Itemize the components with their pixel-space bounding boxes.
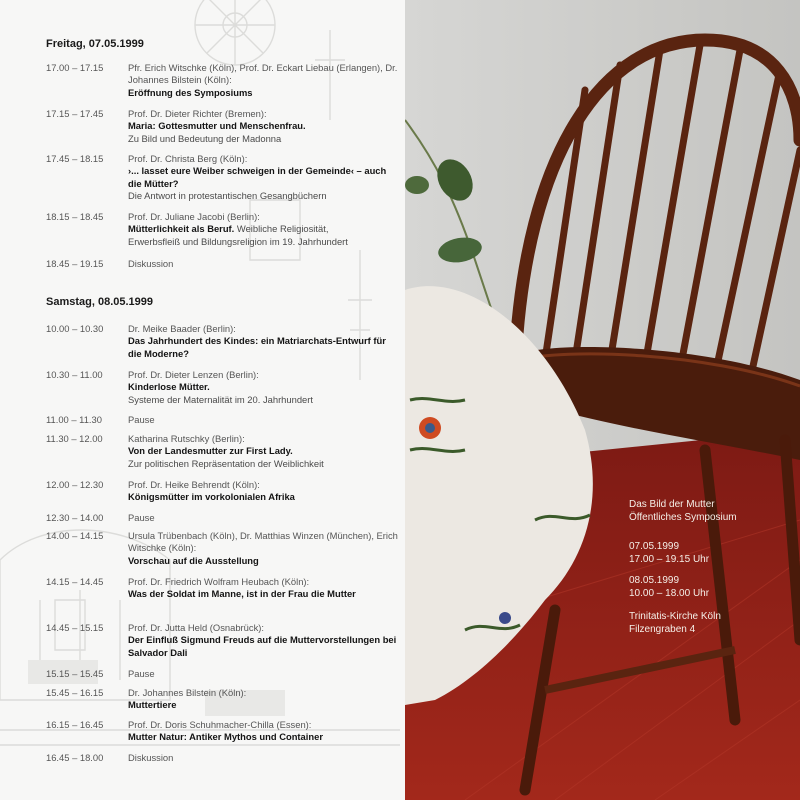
entry-time: 10.00 – 10.30 <box>46 323 104 334</box>
entry-title-text: Eröffnung des Symposiums <box>128 86 253 98</box>
entry-title-text: Von der Landesmutter zur First Lady. <box>128 445 293 457</box>
entry-speakers: Diskussion <box>128 258 174 269</box>
entry-title-text: Mütterlichkeit als Beruf. <box>128 223 235 235</box>
entry-time: 11.30 – 12.00 <box>46 433 103 444</box>
entry-speakers: Prof. Dr. Dieter Richter (Bremen): <box>128 108 267 119</box>
event-subtitle: Öffentliches Symposium <box>629 512 737 523</box>
entry-body <box>128 512 400 524</box>
entry-title-text: Mutter Natur: Antiker Mythos und Container <box>128 731 323 743</box>
entry-title <box>128 555 400 567</box>
entry-time: 12.00 – 12.30 <box>46 479 104 490</box>
entry-title-text: Kinderlose Mütter. <box>128 381 210 393</box>
entry-subtitle: Zu Bild und Bedeutung der Madonna <box>128 132 282 144</box>
entry-body <box>128 153 400 202</box>
entry-speakers: Prof. Dr. Friedrich Wolfram Heubach (Köln): <box>128 576 310 587</box>
day-heading: Freitag, 07.05.1999 <box>46 38 144 50</box>
entry-title <box>128 491 400 503</box>
date-2: 08.05.1999 <box>629 575 680 586</box>
entry-body <box>128 433 400 470</box>
entry-body <box>128 108 400 145</box>
entry-title-text: ›... lasset eure Weiber schweigen in der Gemeinde‹ – auch die Mütter? <box>128 165 387 189</box>
entry-speakers: Ursula Trübenbach (Köln), Dr. Matthias Winzen (München), Erich Witschke (Köln): <box>128 530 398 554</box>
entry-time: 17.15 – 17.45 <box>46 108 104 119</box>
entry-body <box>128 414 400 426</box>
entry-body <box>128 622 400 659</box>
entry-body <box>128 687 400 712</box>
entry-body <box>128 479 400 504</box>
entry-title <box>128 699 400 711</box>
entry-speakers: Prof. Dr. Jutta Held (Osnabrück): <box>128 622 264 633</box>
entry-body <box>128 211 400 248</box>
entry-speakers: Prof. Dr. Christa Berg (Köln): <box>128 153 248 164</box>
entry-time: 11.00 – 11.30 <box>46 414 102 425</box>
entry-speakers: Katharina Rutschky (Berlin): <box>128 433 245 444</box>
entry-title <box>128 731 400 743</box>
entry-speakers: Prof. Dr. Doris Schuhmacher-Chilla (Essen): <box>128 719 312 730</box>
entry-speakers: Dr. Johannes Bilstein (Köln): <box>128 687 247 698</box>
entry-time: 17.45 – 18.15 <box>46 153 104 164</box>
entry-time: 10.30 – 11.00 <box>46 369 103 380</box>
entry-subtitle: Erwerbsfleiß und Bildungsreligion im 19. Jahrhundert <box>128 235 348 247</box>
entry-speakers: Pfr. Erich Witschke (Köln), Prof. Dr. Eckart Liebau (Erlangen), Dr. Johannes Bilstein (Köln): <box>128 62 398 86</box>
time-1: 17.00 – 19.15 Uhr <box>629 554 710 565</box>
entry-speakers: Dr. Meike Baader (Berlin): <box>128 323 236 334</box>
entry-body <box>128 719 400 744</box>
entry-subtitle: Die Antwort in protestantischen Gesangbüchern <box>128 189 327 201</box>
entry-body <box>128 369 400 406</box>
entry-speakers: Pause <box>128 668 155 679</box>
chair-photograph <box>405 0 800 800</box>
entry-time: 15.15 – 15.45 <box>46 668 104 679</box>
entry-title <box>128 381 400 393</box>
entry-title-text: Muttertiere <box>128 699 177 711</box>
entry-time: 12.30 – 14.00 <box>46 512 104 523</box>
day-heading: Samstag, 08.05.1999 <box>46 296 154 308</box>
entry-title-text: Vorschau auf die Ausstellung <box>128 554 259 566</box>
entry-body <box>128 576 400 601</box>
entry-title-note: Weibliche Religiosität, <box>234 223 329 235</box>
entry-title <box>128 335 400 360</box>
entry-title <box>128 445 400 457</box>
chair-scene-illustration <box>405 0 800 800</box>
entry-title-text: Was der Soldat im Manne, ist in der Frau die Mutter <box>128 588 356 600</box>
entry-title <box>128 120 400 132</box>
venue-name: Trinitatis-Kirche Köln <box>629 611 721 622</box>
entry-title-text: Der Einfluß Sigmund Freuds auf die Muttervorstellungen bei Salvador Dali <box>128 634 397 658</box>
entry-body <box>128 752 400 764</box>
entry-subtitle: Zur politischen Repräsentation der Weiblichkeit <box>128 457 324 469</box>
date-1: 07.05.1999 <box>629 541 680 552</box>
entry-speakers: Prof. Dr. Heike Behrendt (Köln): <box>128 479 260 490</box>
entry-speakers: Prof. Dr. Juliane Jacobi (Berlin): <box>128 211 260 222</box>
entry-title-text: Maria: Gottesmutter und Menschenfrau. <box>128 120 306 132</box>
entry-title <box>128 165 400 190</box>
entry-speakers: Pause <box>128 414 155 425</box>
entry-speakers: Diskussion <box>128 752 174 763</box>
entry-title <box>128 87 400 99</box>
entry-time: 18.15 – 18.45 <box>46 211 104 222</box>
entry-speakers: Prof. Dr. Dieter Lenzen (Berlin): <box>128 369 259 380</box>
entry-speakers: Pause <box>128 512 155 523</box>
entry-body <box>128 62 400 99</box>
entry-title <box>128 588 400 600</box>
entry-title-text: Königsmütter im vorkolonialen Afrika <box>128 491 295 503</box>
entry-body <box>128 530 400 567</box>
entry-time: 17.00 – 17.15 <box>46 62 104 73</box>
entry-time: 14.15 – 14.45 <box>46 576 104 587</box>
entry-time: 14.45 – 15.15 <box>46 622 104 633</box>
entry-time: 15.45 – 16.15 <box>46 687 104 698</box>
entry-subtitle: Systeme der Maternalität im 20. Jahrhundert <box>128 393 313 405</box>
entry-body <box>128 668 400 680</box>
entry-time: 16.15 – 16.45 <box>46 719 104 730</box>
venue-street: Filzengraben 4 <box>629 624 696 635</box>
entry-time: 16.45 – 18.00 <box>46 752 104 763</box>
entry-body <box>128 323 400 360</box>
entry-title <box>128 223 400 235</box>
entry-body <box>128 258 400 270</box>
event-title: Das Bild der Mutter <box>629 499 715 510</box>
entry-time: 14.00 – 14.15 <box>46 530 104 541</box>
time-2: 10.00 – 18.00 Uhr <box>629 588 710 599</box>
entry-title-text: Das Jahrhundert des Kindes: ein Matriarchats-Entwurf für die Moderne? <box>128 335 386 359</box>
entry-title <box>128 634 400 659</box>
entry-time: 18.45 – 19.15 <box>46 258 104 269</box>
